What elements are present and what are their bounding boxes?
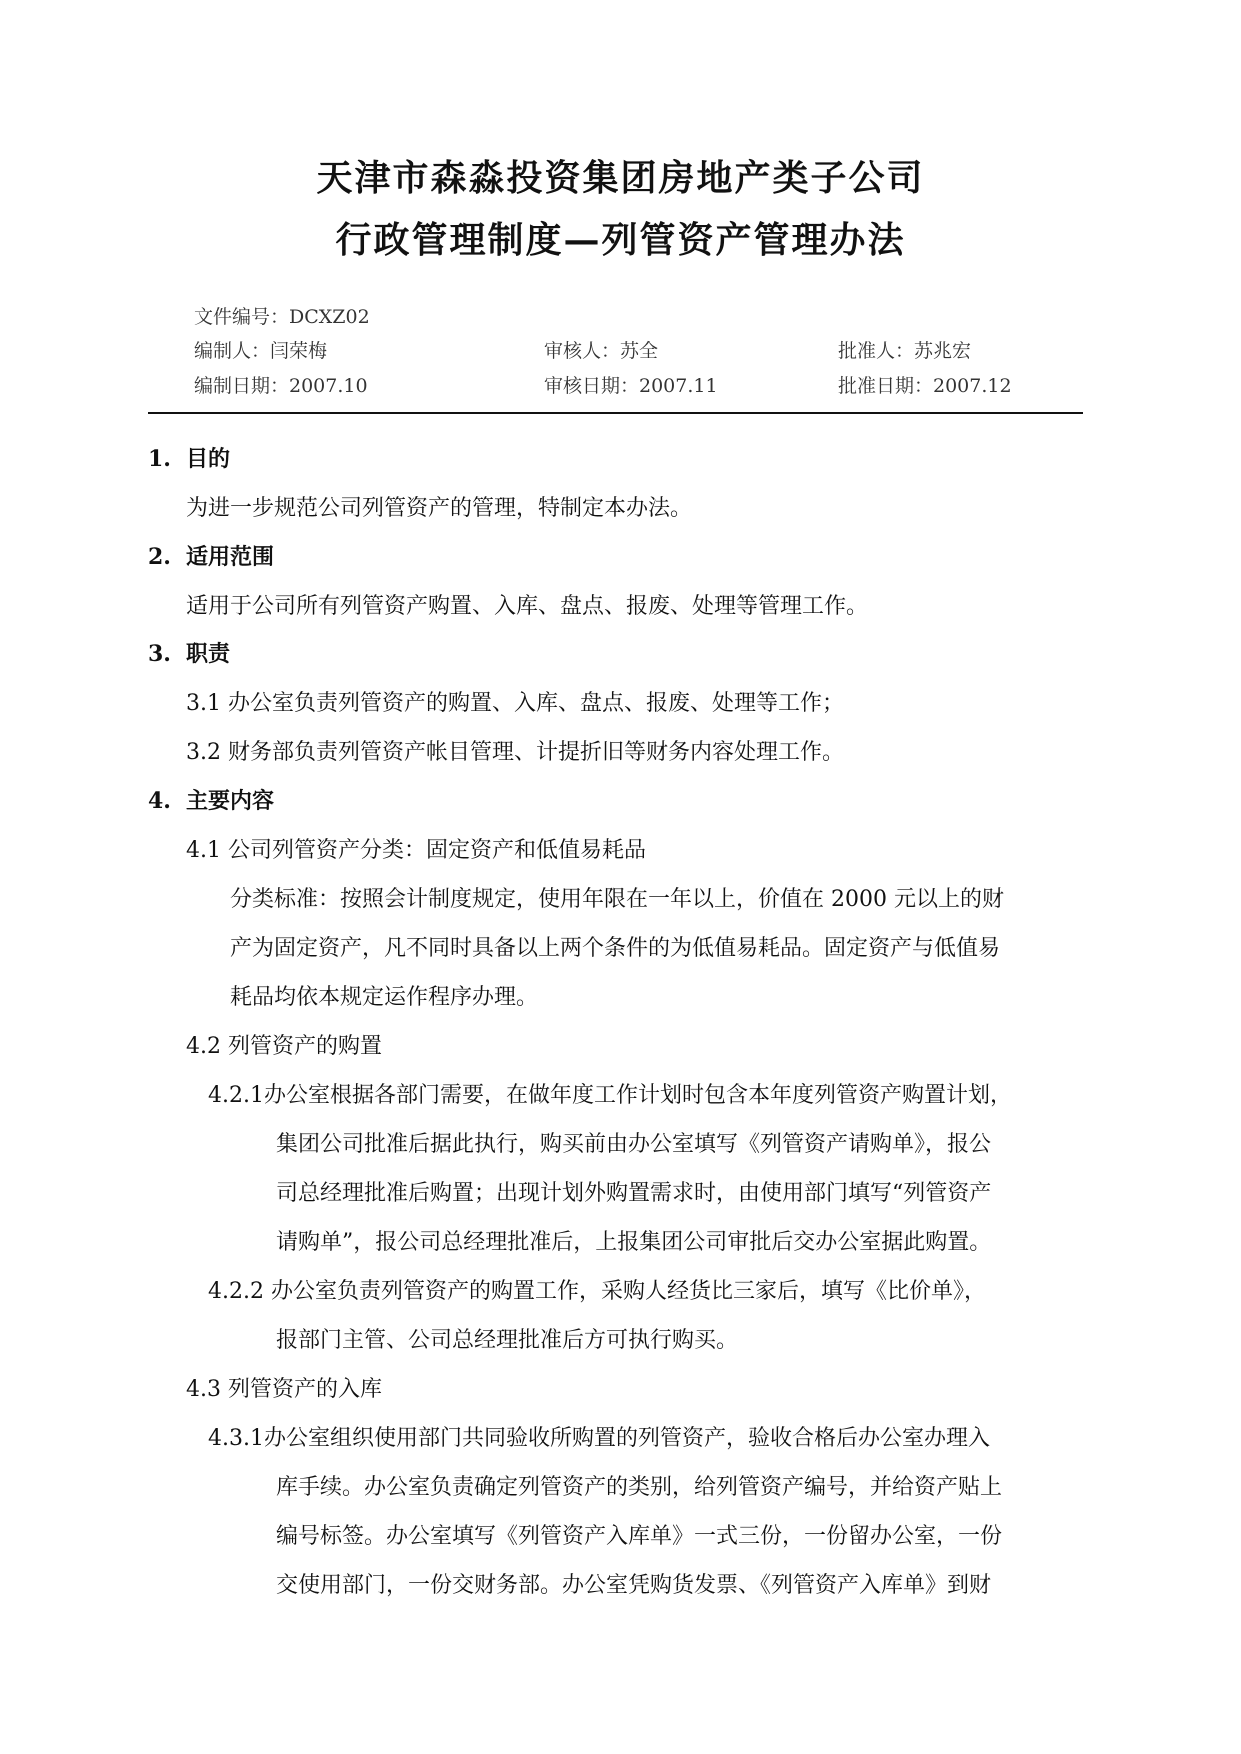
reviewer: 审核人：苏全 xyxy=(544,340,659,362)
section-heading-responsibilities xyxy=(148,637,230,668)
section-title: 适用范围 xyxy=(186,544,275,570)
clause-4-2-1: 4.2.1办公室根据各部门需要，在做年度工作计划时包含本年度列管资产购置计划， xyxy=(208,1083,1012,1108)
clause-4-2-1-text: 集团公司批准后据此执行，购买前由办公室填写《列管资产请购单》，报公 xyxy=(276,1132,992,1157)
section-title: 目的 xyxy=(186,446,231,472)
clause-4-1-text: 产为固定资产，凡不同时具备以上两个条件的为低值易耗品。固定资产与低值易 xyxy=(230,936,1001,961)
section-title: 主要内容 xyxy=(186,788,275,814)
clause-4-3-1-text: 编号标签。办公室填写《列管资产入库单》一式三份，一份留办公室，一份 xyxy=(276,1524,1003,1549)
clause-3-1: 3.1 办公室负责列管资产的购置、入库、盘点、报废、处理等工作； xyxy=(186,691,844,716)
editor: 编制人：闫荣梅 xyxy=(194,340,328,362)
section-number: 4. xyxy=(148,788,171,814)
clause-4-2-2-text: 报部门主管、公司总经理批准后方可执行购买。 xyxy=(276,1328,739,1353)
clause-4-3: 4.3 列管资产的入库 xyxy=(186,1377,382,1402)
approver: 批准人：苏兆宏 xyxy=(838,340,972,362)
paragraph: 适用于公司所有列管资产购置、入库、盘点、报废、处理等管理工作。 xyxy=(186,594,869,619)
section-heading-main-content xyxy=(148,784,274,815)
clause-4-2: 4.2 列管资产的购置 xyxy=(186,1034,382,1059)
review-date: 审核日期：2007.11 xyxy=(544,375,718,397)
clause-4-1-text: 分类标准：按照会计制度规定，使用年限在一年以上，价值在 2000 元以上的财 xyxy=(230,887,1004,912)
section-title: 职责 xyxy=(186,641,231,667)
clause-4-1-text: 耗品均依本规定运作程序办理。 xyxy=(230,985,539,1010)
document-title-line-1: 天津市森淼投资集团房地产类子公司 xyxy=(316,157,925,199)
approve-date: 批准日期：2007.12 xyxy=(838,375,1012,397)
clause-4-3-1: 4.3.1办公室组织使用部门共同验收所购置的列管资产，验收合格后办公室办理入 xyxy=(208,1426,990,1451)
paragraph: 为进一步规范公司列管资产的管理，特制定本办法。 xyxy=(186,496,693,521)
doc-number: 文件编号：DCXZ02 xyxy=(194,306,370,328)
clause-4-2-1-text: 司总经理批准后购置；出现计划外购置需求时，由使用部门填写“列管资产 xyxy=(276,1181,992,1206)
clause-4-2-2: 4.2.2 办公室负责列管资产的购置工作，采购人经货比三家后，填写《比价单》， xyxy=(208,1279,986,1304)
section-number: 2. xyxy=(148,544,171,570)
header-divider xyxy=(148,412,1083,414)
section-number: 3. xyxy=(148,641,171,667)
clause-4-2-1-text: 请购单”，报公司总经理批准后，上报集团公司审批后交办公室据此购置。 xyxy=(276,1230,992,1255)
clause-4-1: 4.1 公司列管资产分类：固定资产和低值易耗品 xyxy=(186,838,646,863)
clause-4-3-1-text: 库手续。办公室负责确定列管资产的类别，给列管资产编号，并给资产贴上 xyxy=(276,1475,1003,1500)
section-heading-purpose xyxy=(148,442,230,473)
section-heading-scope xyxy=(148,540,274,571)
clause-4-3-1-text: 交使用部门，一份交财务部。办公室凭购货发票、《列管资产入库单》到财 xyxy=(276,1573,992,1598)
document-title-line-2: 行政管理制度—列管资产管理办法 xyxy=(335,219,906,261)
clause-3-2: 3.2 财务部负责列管资产帐目管理、计提折旧等财务内容处理工作。 xyxy=(186,740,844,765)
edit-date: 编制日期：2007.10 xyxy=(194,375,368,397)
section-number: 1. xyxy=(148,446,171,472)
